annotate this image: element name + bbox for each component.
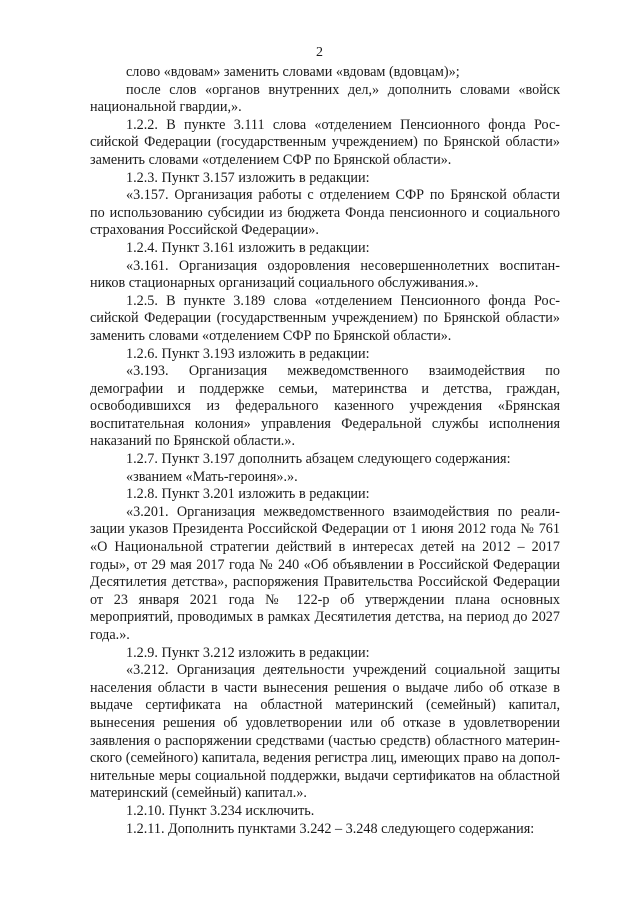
paragraph: «3.161. Организация оздоровления несовершеннолетних воспитанников стационарных организаций социального обслуживания.».	[90, 257, 560, 292]
paragraph: 1.2.3. Пункт 3.157 изложить в редакции:	[126, 169, 370, 186]
paragraph: «званием «Мать-героиня».».	[126, 468, 298, 485]
paragraph: «3.212. Организация деятельности учреждений социальной защиты населения области в части вынесения решения о выдаче либо об отказе в выдаче сертификата на областной материнский (семейный) капитал, вынесения решения об удовлетворении или об отказе в удовлетворении заявления о распоряжении средствами (частью средств) областного материнского (семейного) капитала, ведения регистра лиц, имеющих право на дополнительные меры социальной поддержки, выдачи сертификатов на областной материнский (семейный) капитал.».	[90, 662, 560, 802]
paragraph: 1.2.6. Пункт 3.193 изложить в редакции:	[126, 345, 370, 362]
paragraph: 1.2.8. Пункт 3.201 изложить в редакции:	[126, 486, 370, 503]
paragraph: «3.157. Организация работы с отделением СФР по Брянской области по использованию субсидии из бюджета Фонда пенсионного и социального страхования Российской Федерации».	[90, 187, 560, 239]
page-number: 2	[316, 45, 323, 60]
paragraph: 1.2.5. В пункте 3.189 слова «отделением Пенсионного фонда Российской Федерации (государственным учреждением) по Брянской области» заменить словами «отделением СФР по Брянской области».	[90, 292, 560, 344]
paragraph: слово «вдовам» заменить словами «вдовам (вдовцам)»;	[126, 64, 460, 80]
paragraph: 1.2.10. Пункт 3.234 исключить.	[126, 802, 315, 819]
paragraph: «3.201. Организация межведомственного взаимодействия по реализации указов Президента Российской Федерации от 1 июня 2012 года № 761 «О Национальной стратегии действий в интересах детей на 2012 – 2017 годы», от 29 мая 2017 года № 240 «Об объявлении в Российской Федерации Десятилетия детства», распоряжения Правительства Российской Федерации от 23 января 2021 года № 122-р об утверждении плана основных мероприятий, проводимых в рамках Десятилетия детства, на период до 2027 года.».	[90, 503, 560, 643]
document-body	[90, 64, 560, 838]
paragraph: 1.2.11. Дополнить пунктами 3.242 – 3.248 следующего содержания:	[126, 820, 535, 837]
paragraph: 1.2.4. Пункт 3.161 изложить в редакции:	[126, 239, 370, 256]
paragraph: 1.2.2. В пункте 3.111 слова «отделением Пенсионного фонда Российской Федерации (государственным учреждением) по Брянской области» заменить словами «отделением СФР по Брянской области».	[90, 116, 560, 168]
paragraph: 1.2.7. Пункт 3.197 дополнить абзацем следующего содержания:	[126, 451, 511, 468]
paragraph: после слов «органов внутренних дел,» дополнить словами «войск национальной гвардии,».	[90, 81, 560, 116]
paragraph: «3.193. Организация межведомственного взаимодействия по демографии и поддержке семьи, материнства и детства, граждан, освободившихся из федерального казенного учреждения «Брянская воспитательная колония» управления Федеральной службы исполнения наказаний по Брянской области.».	[90, 363, 560, 450]
paragraph: 1.2.9. Пункт 3.212 изложить в редакции:	[126, 644, 370, 661]
